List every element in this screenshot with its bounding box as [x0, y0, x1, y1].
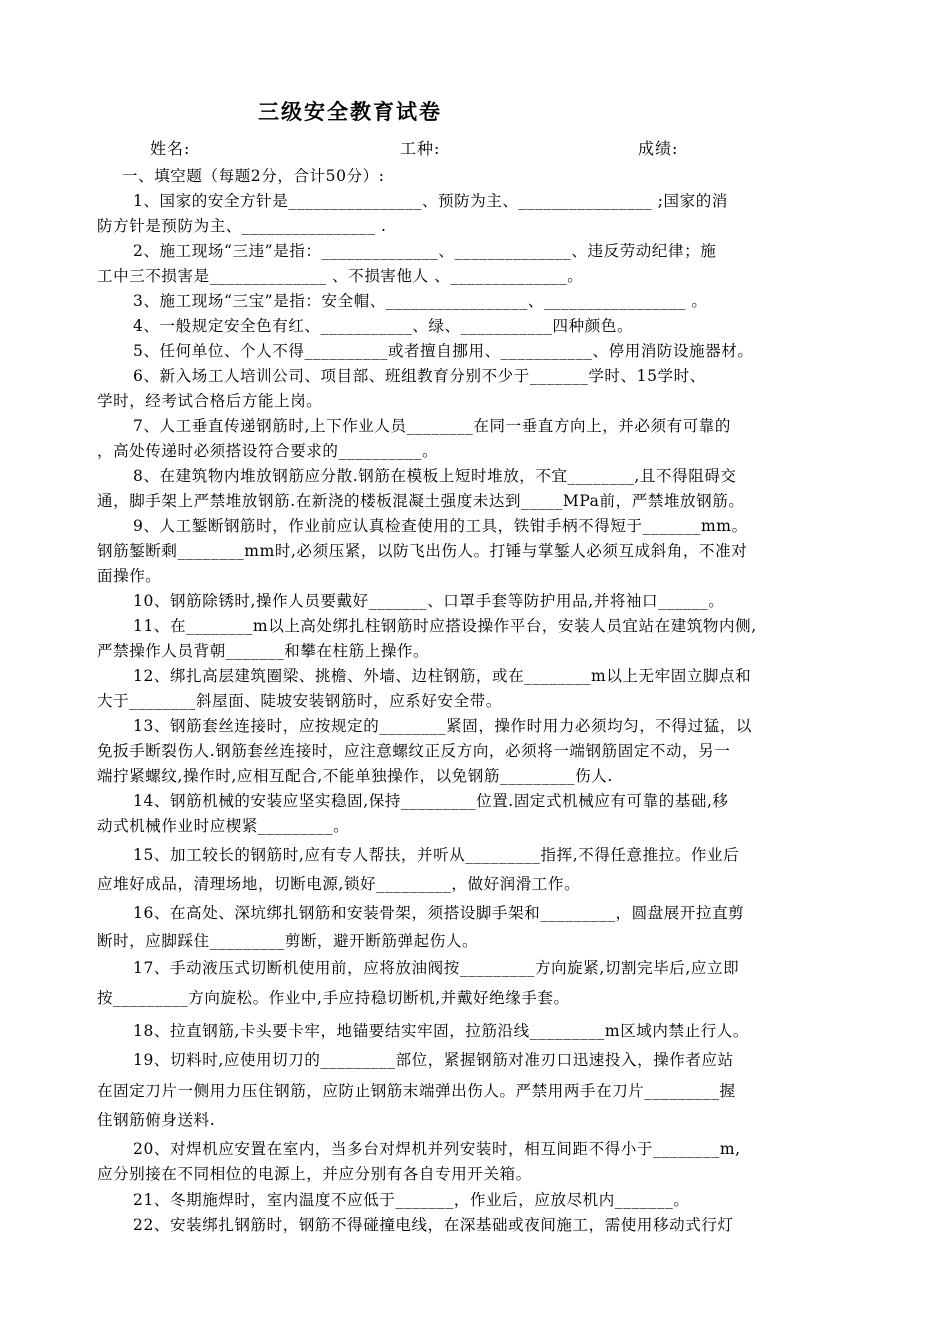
- question-line: 动式机械作业时应楔紧_________。: [97, 817, 350, 835]
- question-line: 4、一般规定安全色有红、___________、绿、___________四种颜色。: [133, 317, 634, 335]
- question-line: 面操作。: [97, 567, 162, 585]
- question-line: 严禁操作人员背朝_______和攀在柱筋上操作。: [97, 642, 430, 660]
- question-line: ，高处传递时必须搭设符合要求的__________。: [97, 442, 439, 460]
- question-line: 15、加工较长的钢筋时,应有专人帮扶，并听从_________指挥,不得任意推拉。作业后: [133, 846, 740, 864]
- question-line: 断时，应脚踩住_________剪断，避开断筋弹起伤人。: [97, 932, 479, 950]
- question-line: 1、国家的安全方针是________________、预防为主、________________ ;国家的消: [133, 192, 728, 210]
- name-label: 姓名:: [150, 139, 191, 158]
- question-line: 学时，经考试合格后方能上岗。: [97, 392, 323, 410]
- question-line: 9、人工錾断钢筋时，作业前应认真检查使用的工具，铁钳手柄不得短于_______mm。: [133, 517, 748, 535]
- question-line: 按_________方向旋松。作业中,手应持稳切断机,并戴好绝缘手套。: [97, 989, 570, 1007]
- question-line: 免扳手断裂伤人.钢筋套丝连接时，应注意螺纹正反方向，必须将一端钢筋固定不动，另一: [97, 742, 731, 760]
- question-line: 在固定刀片一侧用力压住钢筋，应防止钢筋末端弹出伤人。严禁用两手在刀片_________握: [97, 1082, 736, 1100]
- question-line: 8、在建筑物内堆放钢筋应分散.钢筋在模板上短时堆放，不宜________,且不得阻碍交: [133, 467, 737, 485]
- question-line: 18、拉直钢筋,卡头要卡牢，地锚要结实牢固，拉筋沿线_________m区域内禁止行人。: [133, 1022, 749, 1040]
- question-line: 大于________斜屋面、陡坡安装钢筋时，应系好安全带。: [97, 692, 502, 710]
- question-line: 10、钢筋除锈时,操作人员要戴好_______、口罩手套等防护用品,并将袖口______。: [133, 592, 725, 610]
- question-line: 16、在高处、深坑绑扎钢筋和安装骨架，须搭设脚手架和_________，圆盘展开拉直剪: [133, 904, 745, 922]
- question-line: 通，脚手架上严禁堆放钢筋.在新浇的楼板混凝土强度未达到_____MPa前，严禁堆放钢筋。: [97, 492, 745, 510]
- question-line: 3、施工现场“三宝”是指：安全帽、_________________、_________________ 。: [133, 292, 708, 310]
- question-line: 21、冬期施焊时，室内温度不应低于_______，作业后，应放尽机内_______。: [133, 1191, 690, 1209]
- question-line: 14、钢筋机械的安装应坚实稳固,保持_________位置.固定式机械应有可靠的基础,移: [133, 792, 729, 810]
- question-line: 住钢筋俯身送料.: [97, 1111, 216, 1129]
- question-line: 11、在________m以上高处绑扎柱钢筋时应搭设操作平台，安装人员宜站在建筑物内侧,: [133, 617, 757, 635]
- question-line: 12、绑扎高层建筑圈梁、挑檐、外墙、边柱钢筋，或在________m以上无牢固立脚点和: [133, 667, 752, 685]
- question-line: 19、切料时,应使用切刀的_________部位，紧握钢筋对准刃口迅速投入，操作者应站: [133, 1051, 734, 1069]
- question-line: 6、新入场工人培训公司、项目部、班组教育分别不少于_______学时、15学时、: [133, 367, 706, 385]
- question-line: 17、手动液压式切断机使用前，应将放油阀按_________方向旋紧,切割完毕后,应立即: [133, 959, 740, 977]
- question-line: 应分别接在不同相位的电源上，并应分别有各自专用开关箱。: [97, 1165, 532, 1183]
- question-line: 应堆好成品，清理场地，切断电源,锁好_________，做好润滑工作。: [97, 875, 581, 893]
- question-line: 5、任何单位、个人不得__________或者擅自挪用、___________、停用消防设施器材。: [133, 342, 754, 360]
- score-label: 成绩:: [638, 139, 679, 158]
- question-line: 7、人工垂直传递钢筋时,上下作业人员________在同一垂直方向上，并必须有可靠的: [133, 417, 731, 435]
- question-line: 钢筋錾断剩________mm时,必须压紧，以防飞出伤人。打锤与掌錾人必须互成斜角，不准对: [97, 542, 748, 560]
- question-line: 2、施工现场“三违”是指：______________、______________、违反劳动纪律；施: [133, 242, 717, 260]
- question-line: 工中三不损害是______________ 、不损害他人 、______________。: [97, 267, 584, 285]
- question-line: 端拧紧螺纹,操作时,应相互配合,不能单独操作，以免钢筋_________伤人.: [97, 767, 613, 785]
- question-line: 20、对焊机应安置在室内，当多台对焊机并列安装时，相互间距不得小于________m,: [133, 1140, 741, 1158]
- page-title: 三级安全教育试卷: [258, 99, 442, 124]
- question-line: 13、钢筋套丝连接时，应按规定的________紧固，操作时用力必须均匀，不得过猛，以: [133, 717, 753, 735]
- section-title: 一、填空题（每题2分，合计50分）:: [122, 167, 385, 185]
- trade-label: 工种:: [400, 139, 441, 158]
- question-line: 防方针是预防为主、________________ .: [97, 217, 387, 235]
- question-line: 22、安装绑扎钢筋时，钢筋不得碰撞电线，在深基础或夜间施工，需使用移动式行灯: [133, 1216, 734, 1234]
